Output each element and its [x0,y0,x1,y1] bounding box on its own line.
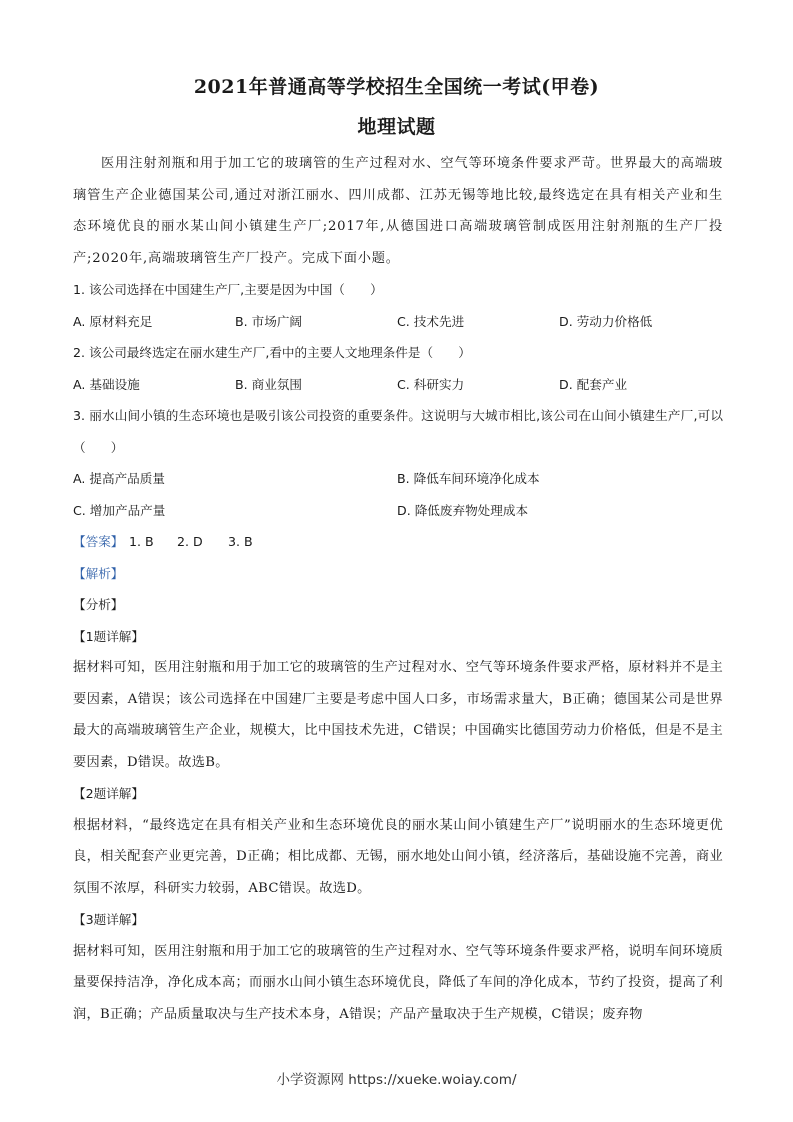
document-body [73,148,723,1030]
detail-2-text: 根据材料，“最终选定在具有相关产业和生态环境优良的丽水某山间小镇建生产厂”说明丽水的生态环境更优良，相关配套产业更完善，D正确；相比成都、无锡，丽水地处山间小镇，经济落后，基础设施不完善，商业氛围不浓厚，科研实力较弱，ABC错误。故选D。 [73,817,723,896]
detail-3-text: 据材料可知，医用注射瓶和用于加工它的玻璃管的生产过程对水、空气等环境条件要求严格，说明车间环境质量要保持洁净，净化成本高；而丽水山间小镇生态环境优良，降低了车间的净化成本，节约了投资，提高了利润，B正确；产品质量取决与生产技术本身，A错误；产品产量取决于生产规模，C错误；废弃物 [73,943,723,1022]
question-1-stem: 1. 该公司选择在中国建生产厂,主要是因为中国（ ） [73,282,383,297]
question-3-options-row1 [73,463,723,495]
answer-2: 2. D [177,534,203,549]
answer-line [73,526,723,558]
footer-watermark: 小学资源网 https://xueke.woiay.com/ [276,1072,517,1088]
option-3d: D. 降低废弃物处理成本 [397,502,529,518]
question-3-options-row2 [73,495,723,527]
intro-paragraph: 医用注射剂瓶和用于加工它的玻璃管的生产过程对水、空气等环境条件要求严苛。世界最大的高端玻璃管生产企业德国某公司,通过对浙江丽水、四川成都、江苏无锡等地比较,最终选定在具有相关产业和生态环境优良的丽水某山间小镇建生产厂;2017年,从德国进口高端玻璃管制成医用注射剂瓶的生产厂投产;2020年,高端玻璃管生产厂投产。完成下面小题。 [73,156,723,266]
option-3c: C. 增加产品产量 [73,502,166,518]
question-2-stem: 2. 该公司最终选定在丽水建生产厂,看中的主要人文地理条件是（ ） [73,345,471,360]
answer-3: 3. B [228,534,253,549]
exam-title: 2021年普通高等学校招生全国统一考试(甲卷) [193,76,600,98]
question-1-options [73,306,723,338]
option-2c: C. 科研实力 [397,376,465,392]
option-1d: D. 劳动力价格低 [559,313,653,329]
option-1c: C. 技术先进 [397,313,465,329]
detail-2-label: 【2题详解】 [73,786,144,801]
detail-1-label: 【1题详解】 [73,628,144,644]
option-2b: B. 商业氛围 [235,376,303,392]
option-2a: A. 基础设施 [73,376,140,392]
option-2d: D. 配套产业 [559,376,628,392]
question-2-options [73,369,723,401]
answer-1: 1. B [129,534,154,549]
option-3a: A. 提高产品质量 [73,471,165,486]
detail-3-label: 【3题详解】 [73,912,144,927]
subject-title: 地理试题 [357,116,436,138]
detail-1-text: 据材料可知，医用注射瓶和用于加工它的玻璃管的生产过程对水、空气等环境条件要求严格，原材料并不是主要因素，A错误；该公司选择在中国建厂主要是考虑中国人口多，市场需求量大，B正确；德国某公司是世界最大的高端玻璃管生产企业，规模大，比中国技术先进，C错误；中国确实比德国劳动力价格低，但是不是主要因素，D错误。故选B。 [73,660,723,770]
option-1a: A. 原材料充足 [73,313,153,329]
option-3b: B. 降低车间环境净化成本 [397,471,540,486]
answer-label: 【答案】 [73,534,124,549]
question-3-stem: 3. 丽水山间小镇的生态环境也是吸引该公司投资的重要条件。这说明与大城市相比,该公司在山间小镇建生产厂,可以（ ） [73,408,723,455]
option-1b: B. 市场广阔 [235,313,303,329]
analysis-label: 【解析】 [73,565,124,581]
fenxi-label: 【分析】 [73,597,124,612]
